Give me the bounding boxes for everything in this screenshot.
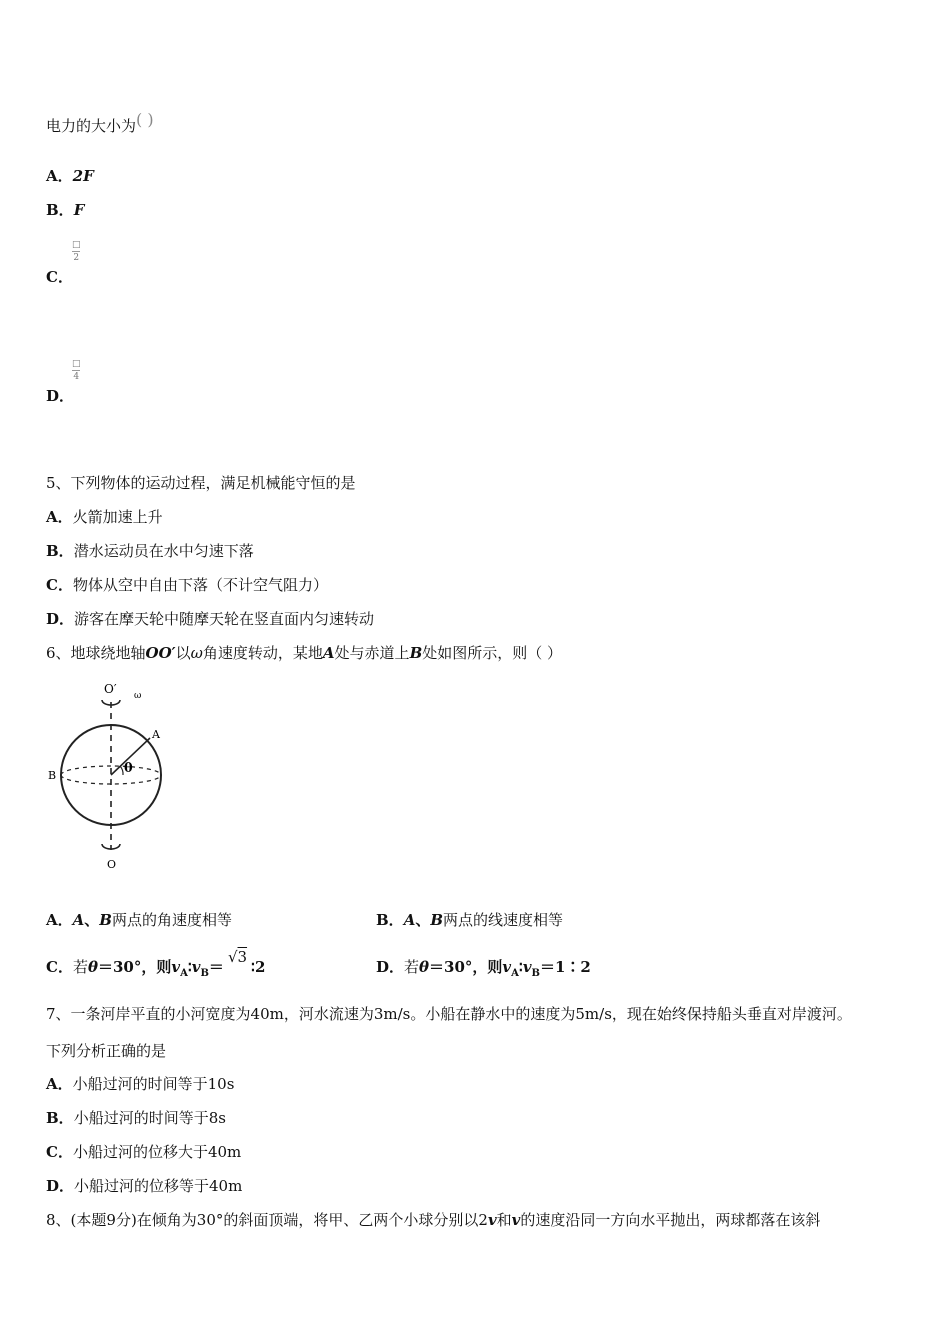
q4-option-c-fraction: □ 2 xyxy=(72,240,81,263)
q5-option-b: B．潜水运动员在水中匀速下落 xyxy=(46,542,254,560)
q4-option-b: B．F xyxy=(46,201,85,219)
sqrt-expression: √3 xyxy=(227,948,248,966)
label-theta: θ xyxy=(124,761,133,776)
q4-stem-tail: 电力的大小为( ) xyxy=(46,110,154,135)
q6-option-a: A．A、B两点的角速度相等 xyxy=(46,911,232,929)
q5-option-d: D．游客在摩天轮中随摩天轮在竖直面内匀速转动 xyxy=(46,610,375,628)
label-a: A xyxy=(152,728,160,741)
label-o-prime: O′ xyxy=(104,682,117,696)
q7-stem-line1: 7、一条河岸平直的小河宽度为40m，河水流速为3m/s。小船在静水中的速度为5m/s，现在始终保持船头垂直对岸渡河。 xyxy=(46,1005,852,1023)
q8-stem: 8、(本题9分)在倾角为30°的斜面顶端，将甲、乙两个小球分别以2v和v的速度沿同一方向水平抛出，两球都落在该斜 xyxy=(46,1211,821,1229)
q5-stem: 5、下列物体的运动过程，满足机械能守恒的是 xyxy=(46,474,356,492)
q6-option-c: C．若θ＝30°，则$v_A∶v_B=√3∶2$ xyxy=(46,948,266,979)
q5-option-c: C．物体从空中自由下落（不计空气阻力） xyxy=(46,576,328,594)
label-b: B xyxy=(48,769,57,782)
q7-option-a: A．小船过河的时间等于10s xyxy=(46,1075,235,1093)
q4-option-c: C． xyxy=(46,268,73,286)
q4-option-d-fraction: □ 4 xyxy=(72,359,81,382)
q7-option-b: B．小船过河的时间等于8s xyxy=(46,1109,226,1127)
q5-option-a: A．火箭加速上升 xyxy=(46,508,163,526)
q7-option-d: D．小船过河的位移等于40m xyxy=(46,1177,243,1195)
earth-rotation-diagram xyxy=(44,680,184,870)
label-omega: ω xyxy=(134,691,142,701)
answer-paren: ( ) xyxy=(136,110,154,129)
q7-option-c: C．小船过河的位移大于40m xyxy=(46,1143,242,1161)
q6-option-b: B．A、B两点的线速度相等 xyxy=(376,911,564,929)
q6-stem: 6、地球绕地轴OO′以ω角速度转动，某地A处与赤道上B处如图所示，则（ ） xyxy=(46,644,563,662)
q6-option-d: D．若θ＝30°，则$v_A∶v_B=1∶2$ xyxy=(376,958,591,979)
label-o: O xyxy=(107,858,117,870)
q4-option-a: A．2F xyxy=(46,167,94,185)
q7-stem-line2: 下列分析正确的是 xyxy=(46,1042,167,1060)
theta-arc xyxy=(120,766,123,775)
q4-option-d: D． xyxy=(46,387,75,405)
